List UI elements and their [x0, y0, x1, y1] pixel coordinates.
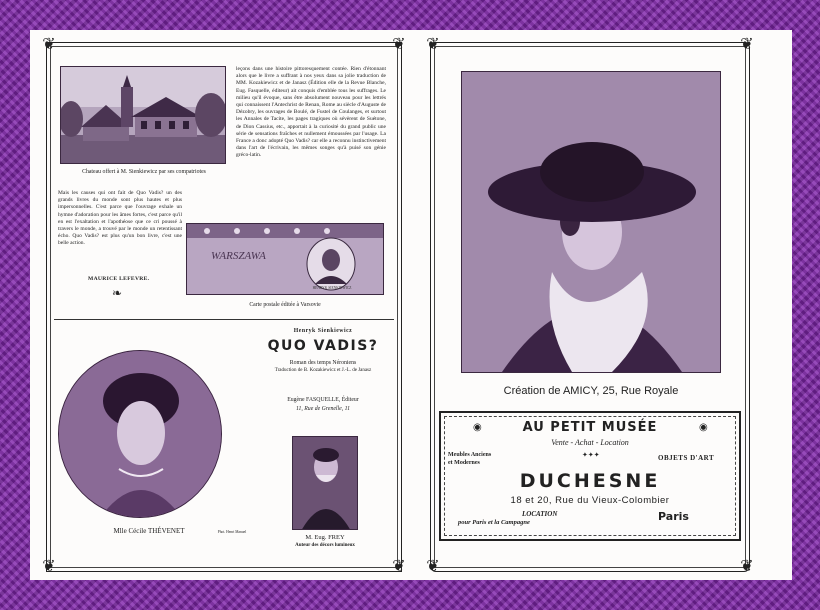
- book-translators: Traduction de B. Kozakiewicz et J.-L. de Janasz: [274, 368, 372, 373]
- frey-name: M. Eug. FREY: [305, 534, 345, 541]
- bullet-icon: ◉: [699, 422, 708, 433]
- ornament-icon: ❦: [740, 36, 754, 53]
- ornament-icon: ❦: [426, 558, 440, 575]
- ad-address: 18 et 20, Rue du Vieux-Colombier: [510, 495, 670, 506]
- ad-business-name: DUCHESNE: [519, 470, 661, 492]
- frey-illustration: [293, 437, 358, 530]
- postcard-caption: Carte postale éditée à Varsovie: [249, 302, 321, 308]
- ornament-icon: ❦: [42, 36, 56, 53]
- ad-tagline: Vente - Achat - Location: [551, 438, 629, 447]
- ad-location-line-2: pour Paris et la Campagne: [458, 519, 530, 526]
- magazine-spread: [30, 30, 792, 580]
- stars-icon: ✦✦✦: [582, 451, 600, 459]
- hat-caption: Création de AMICY, 25, Rue Royale: [503, 385, 679, 397]
- chateau-illustration: [61, 67, 226, 164]
- ad-city: Paris: [658, 510, 689, 523]
- publisher-address: 11, Rue de Grenelle, 11: [296, 406, 350, 412]
- actress-caption: Mlle Cécile THÉVENET: [113, 527, 185, 535]
- ad-location-line-1: LOCATION: [522, 510, 558, 518]
- frey-role: Auteur des décors lumineux: [295, 543, 355, 548]
- ad-right-label: OBJETS D'ART: [658, 454, 715, 462]
- ornament-icon: ❦: [392, 558, 406, 575]
- postcard-city-text: WARSZAWA: [211, 250, 266, 262]
- author-signature: MAURICE LEFEVRE.: [88, 276, 150, 282]
- fleuron-icon: ❧: [112, 286, 123, 300]
- ornament-icon: ❦: [426, 36, 440, 53]
- frey-portrait: [292, 436, 358, 530]
- ornament-icon: ❦: [42, 558, 56, 575]
- chateau-photo: [60, 66, 226, 164]
- actress-illustration: [59, 351, 222, 518]
- ad-left-label-1: Meubles Anciens: [448, 452, 492, 458]
- article-text-left-column: Mais les causes qui ont fait de Quo Vadis? un des grands livres du monde sont plus hautes et plus impersonnelles. C'est parce que l'ouvrage exhale un hymne d'adoration pour les âmes fortes, c'est parce qu'il en est l'exaltation et l'apothéose que ce cri poussé à travers le monde, a trouvé par le monde un retentissant écho. Quo Vadis? est plus qu'un bon livre, c'est une belle action.: [58, 190, 182, 247]
- article-text-right-column: leçons dans une histoire pittoresquement contée. Rien d'étonnant alors que le livre a suffrant à nos yeux dans sa jolie traduction de MM. Kozakiewicz et de Janasz (Édition elle de la Revue Blanche, Eug. Fasquelle, éditeur) ait conquis d'emblée tous les suffrages. Le milieu qu'il évoque, sans être absolument nouveau pour les lettrés qui connaissent l'Antechrist de Renan, Rome au siècle d'Auguste de Dézobry, les ouvrages de Boulé, de Fustel de Coulanges, et surtout les Annales de Tacite, les pages tragiques où sévèrent de Suétone, de Dion Cassius, etc., apportait à la curiosité du grand public une série de sensations fraîches et nullement émoussées par l'usage. La France a donc adopté Quo Vadis? car elle a reconnu instinctivement dans l'art de l'écrivain, les mêmes songes qu'à puisé son génie gréco-latin.: [236, 66, 386, 159]
- ad-left-label-2: et Modernes: [448, 460, 480, 466]
- book-title: QUO VADIS?: [267, 338, 379, 354]
- actress-portrait: [58, 350, 222, 518]
- ad-title: AU PETIT MUSÉE: [522, 420, 658, 435]
- postcard-portrait-label: HENRYK SIENKIEWICZ: [312, 286, 352, 290]
- postcard-image: [186, 223, 384, 295]
- photo-credit: Phot. Henri Manuel: [217, 530, 247, 534]
- chateau-caption: Chateau offert à M. Sienkiewicz par ses compatriotes: [82, 169, 206, 175]
- hat-model-illustration: [462, 72, 721, 373]
- book-subtitle: Roman des temps Néroniens: [289, 360, 357, 366]
- book-author: Henryk Sienkiewicz: [293, 328, 353, 334]
- section-divider: [54, 319, 394, 320]
- ornament-icon: ❦: [392, 36, 406, 53]
- hat-model-photo: [461, 71, 721, 373]
- bullet-icon: ◉: [473, 422, 482, 433]
- publisher-name: Eugène FASQUELLE, Éditeur: [287, 397, 359, 403]
- ornament-icon: ❦: [740, 558, 754, 575]
